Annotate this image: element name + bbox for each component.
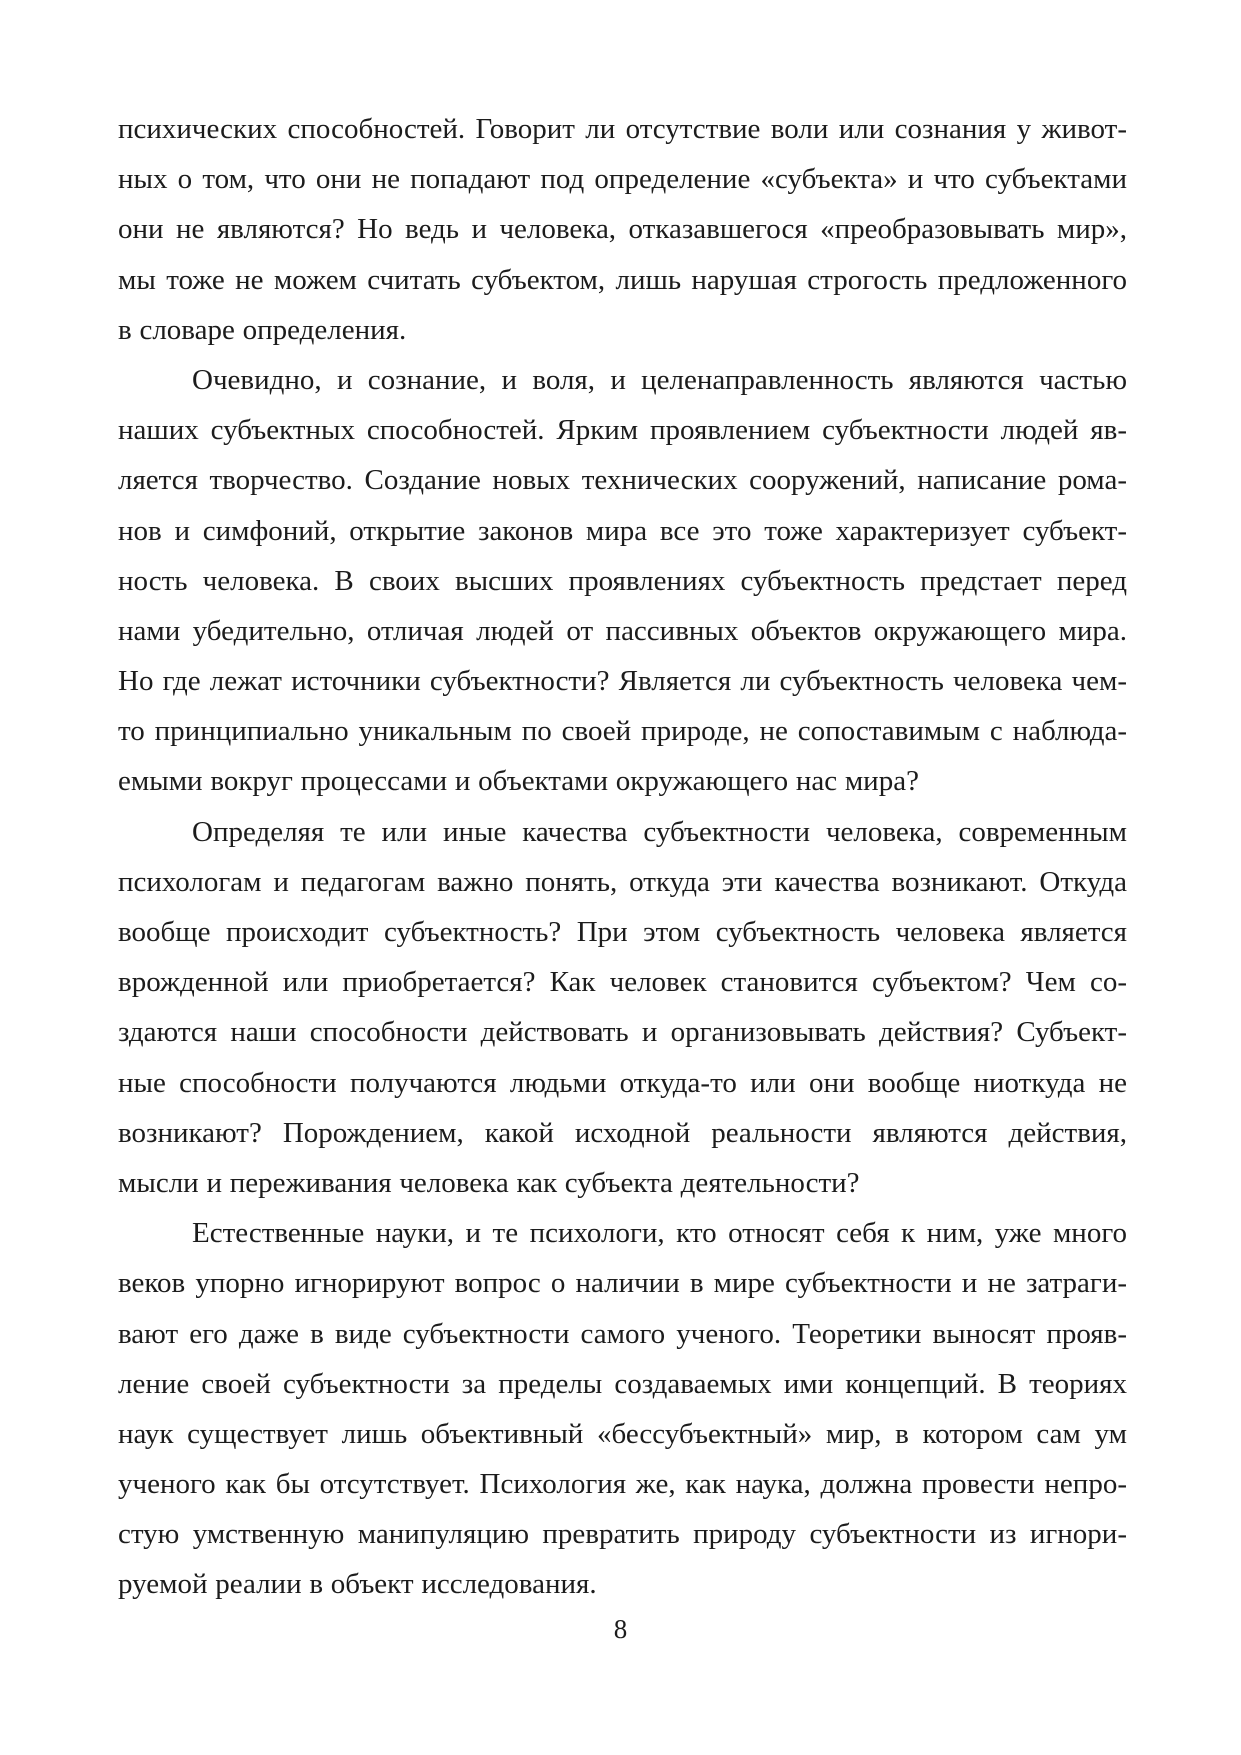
text-line: ные способности получаются людьми откуда-то или они вообще ниоткуда не <box>118 1066 1127 1099</box>
text-line: ность человека. В своих высших проявлениях субъектность предстает перед <box>118 564 1127 597</box>
text-line: ление своей субъектности за пределы создаваемых ими концепций. В теориях <box>118 1367 1127 1400</box>
text-line: ляется творчество. Создание новых технических сооружений, написание рома- <box>118 464 1127 497</box>
text-line: стую умственную манипуляцию превратить природу субъектности из игнори- <box>118 1518 1127 1551</box>
text-line: Определяя те или иные качества субъектности человека, современным <box>192 815 1127 848</box>
paragraph-3 <box>118 807 1127 1209</box>
text-line: психологам и педагогам важно понять, откуда эти качества возникают. Откуда <box>118 865 1127 898</box>
text-line: вают его даже в виде субъектности самого ученого. Теоретики выносят прояв- <box>118 1317 1127 1350</box>
text-line: нов и симфоний, открытие законов мира все это тоже характеризует субъект- <box>118 514 1127 547</box>
paragraph-2 <box>118 355 1127 807</box>
text-line: веков упорно игнорируют вопрос о наличии в мире субъектности и не затраги- <box>118 1267 1127 1300</box>
text-line: они не являются? Но ведь и человека, отказавшегося «преобразовывать мир», <box>118 213 1127 246</box>
text-line: ных о том, что они не попадают под определение «субъекта» и что субъектами <box>118 163 1127 196</box>
text-body <box>118 104 1127 1610</box>
paragraph-1 <box>118 104 1127 355</box>
text-line: Естественные науки, и те психологи, кто относят себя к ним, уже много <box>192 1217 1127 1250</box>
text-line: вообще происходит субъектность? При этом субъектность человека является <box>118 916 1127 948</box>
text-line: то принципиально уникальным по своей природе, не сопоставимым с наблюда- <box>118 715 1127 748</box>
text-line: Но где лежат источники субъектности? Является ли субъектность человека чем- <box>118 665 1127 698</box>
text-line: здаются наши способности действовать и организовывать действия? Субъект- <box>118 1016 1127 1049</box>
text-line: врожденной или приобретается? Как человек становится субъектом? Чем со- <box>118 966 1127 999</box>
page-number: 8 <box>613 1614 628 1644</box>
text-line: ученого как бы отсутствует. Психология же, как наука, должна провести непро- <box>118 1468 1127 1501</box>
text-line: емыми вокруг процессами и объектами окружающего нас мира? <box>118 765 919 798</box>
text-line: возникают? Порождением, какой исходной реальности являются действия, <box>118 1116 1127 1149</box>
text-line: руемой реалии в объект исследования. <box>118 1568 597 1601</box>
text-line: мысли и переживания человека как субъекта деятельности? <box>118 1166 860 1199</box>
text-line: психических способностей. Говорит ли отсутствие воли или сознания у живот- <box>118 113 1127 145</box>
text-line: в словаре определения. <box>118 313 407 346</box>
text-line: нами убедительно, отличая людей от пассивных объектов окружающего мира. <box>118 614 1127 647</box>
text-line: наук существует лишь объективный «бессубъектный» мир, в котором сам ум <box>118 1417 1127 1450</box>
text-line: Очевидно, и сознание, и воля, и целенаправленность являются частью <box>192 363 1127 396</box>
paragraph-4 <box>118 1208 1127 1610</box>
text-line: наших субъектных способностей. Ярким проявлением субъектности людей яв- <box>118 414 1127 447</box>
text-line: мы тоже не можем считать субъектом, лишь нарушая строгость предложенного <box>118 263 1127 296</box>
